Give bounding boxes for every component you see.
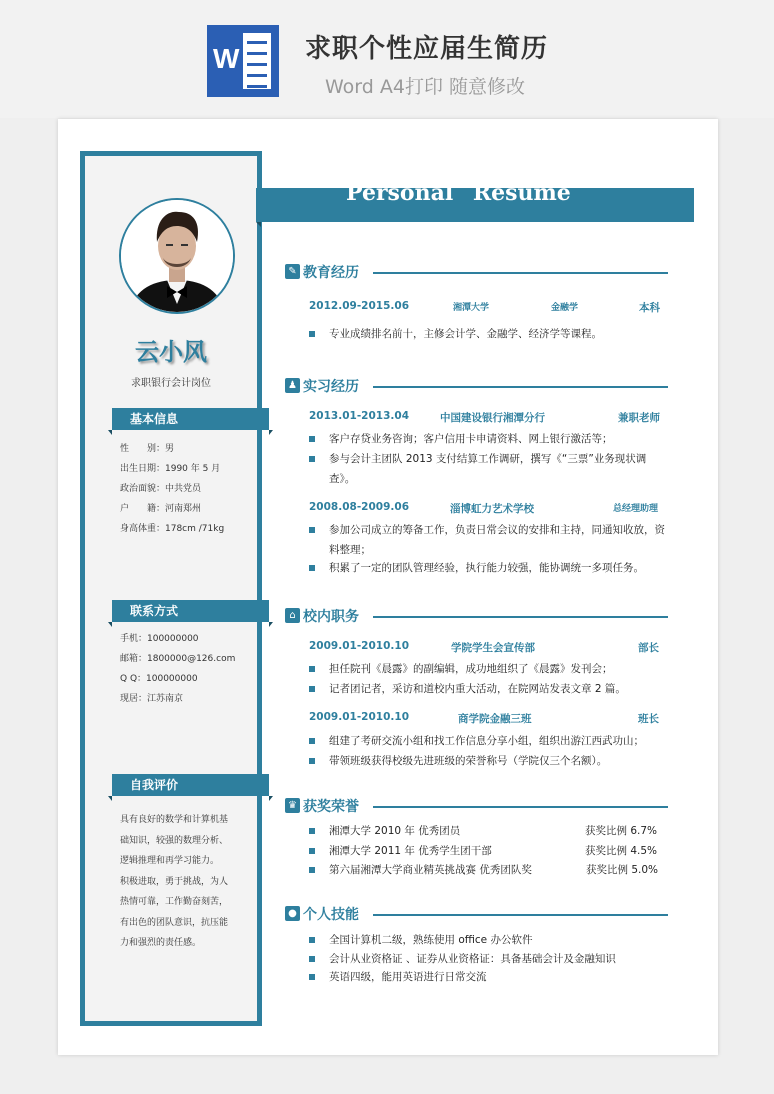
job-role: 总经理助理 xyxy=(613,504,659,514)
evaluation-line: 有出色的团队意识，抗压能 xyxy=(120,917,229,928)
job-bullet: 参加公司成立的筹备工作，负责日常会议的安排和主持，同通知收放，资料整理； xyxy=(309,520,669,560)
post-date: 2009.01-2010.10 xyxy=(309,640,410,652)
divider xyxy=(373,616,668,618)
evaluation-line: 础知识，较强的数理分析、 xyxy=(120,835,229,846)
education-bullet: 专业成绩排名前十，主修会计学、金融学、经济学等课程。 xyxy=(309,324,669,344)
internship-title: 实习经历 xyxy=(303,379,359,395)
divider xyxy=(373,806,668,808)
self-evaluation-heading: 自我评价 xyxy=(112,774,269,796)
word-icon xyxy=(207,25,279,97)
skill-bullet: 会计从业资格证 、证券从业资格证：具备基础会计及金融知识 xyxy=(309,949,669,969)
post-role: 部长 xyxy=(638,642,659,654)
job-org: 中国建设银行湘潭分行 xyxy=(440,412,545,424)
personal-resume-banner xyxy=(256,180,694,222)
basic-info-row: 政治面貌：中共党员 xyxy=(120,484,202,494)
basic-info-row: 性 别：男 xyxy=(120,444,175,454)
education-school: 湘潭大学 xyxy=(453,303,490,313)
resume-page xyxy=(58,119,718,1055)
job-bullet: 参与会计主团队 2013 支付结算工作调研，撰写《“三票”业务现状调查》。 xyxy=(309,449,669,489)
contact-email: 邮箱：1800000@126.com xyxy=(120,654,236,664)
award-ratio: 获奖比例 6.7% xyxy=(585,825,658,837)
skill-bullet: 英语四级，能用英语进行日常交流 xyxy=(309,967,669,987)
post-bullet: 带领班级获得校级先进班级的荣誉称号（学院仅三个名额）。 xyxy=(309,751,669,771)
skill-bullet: 全国计算机二级，熟练使用 office 办公软件 xyxy=(309,930,669,950)
job-date: 2008.08-2009.06 xyxy=(309,501,410,513)
evaluation-line: 逻辑推理和再学习能力。 xyxy=(120,856,220,866)
award-item xyxy=(309,841,669,861)
award-ratio: 获奖比例 4.5% xyxy=(585,845,658,857)
job-objective: 求职银行会计岗位 xyxy=(131,378,211,389)
award-item xyxy=(309,821,669,841)
education-date: 2012.09-2015.06 xyxy=(309,300,410,312)
education-title: 教育经历 xyxy=(303,265,359,281)
job-org: 淄博虹力艺术学校 xyxy=(450,503,534,515)
page-header xyxy=(0,0,774,118)
header-title: 求职个性应届生简历 xyxy=(305,34,549,64)
person-icon: ♟ xyxy=(285,378,300,393)
divider xyxy=(373,386,668,388)
trophy-icon: ♛ xyxy=(285,798,300,813)
post-bullet: 组建了考研交流小组和找工作信息分享小组，组织出游江西武功山； xyxy=(309,731,669,751)
evaluation-line: 力和强烈的责任感。 xyxy=(120,938,202,948)
contact-phone: 手机：100000000 xyxy=(120,634,199,644)
post-date: 2009.01-2010.10 xyxy=(309,711,410,723)
header-subtitle: Word A4打印 随意修改 xyxy=(325,76,526,98)
basic-info-heading: 基本信息 xyxy=(112,408,269,430)
candidate-name: 云小风 xyxy=(135,338,207,366)
award-name: 湘潭大学 2010 年 优秀团员 xyxy=(329,825,461,837)
evaluation-line: 具有良好的数学和计算机基 xyxy=(120,815,229,825)
divider xyxy=(373,272,668,274)
post-org: 商学院金融三班 xyxy=(458,713,532,725)
award-item xyxy=(309,860,669,880)
job-bullet: 客户存贷业务咨询；客户信用卡申请资料、网上银行激活等； xyxy=(309,429,669,449)
skills-title: 个人技能 xyxy=(303,907,359,923)
award-name: 第六届湘潭大学商业精英挑战赛 优秀团队奖 xyxy=(329,864,532,876)
banner-text: Personal Resume xyxy=(346,180,571,206)
word-icon-letter: W xyxy=(213,43,240,74)
evaluation-line: 积极进取，勇于挑战，为人 xyxy=(120,876,229,887)
post-role: 班长 xyxy=(638,713,659,725)
sidebar xyxy=(80,151,262,1026)
document-lines xyxy=(243,33,271,89)
basic-info-row: 户 籍：河南郑州 xyxy=(120,504,202,514)
award-name: 湘潭大学 2011 年 优秀学生团干部 xyxy=(329,845,492,857)
leaf-icon: ✎ xyxy=(285,264,300,279)
basic-info-row: 身高体重：178cm /71kg xyxy=(120,524,225,534)
house-icon: ⌂ xyxy=(285,608,300,623)
post-bullet: 记者团记者，采访和道校内重大活动，在院网站发表文章 2 篇。 xyxy=(309,679,669,699)
awards-title: 获奖荣誉 xyxy=(303,799,359,815)
education-major: 金融学 xyxy=(551,303,579,313)
divider xyxy=(373,914,668,916)
campus-title: 校内职务 xyxy=(303,609,359,625)
job-role: 兼职老师 xyxy=(618,412,660,424)
self-evaluation-text xyxy=(120,810,240,954)
post-org: 学院学生会宣传部 xyxy=(451,642,535,654)
contact-qq: Q Q：100000000 xyxy=(120,674,198,684)
contact-address: 现居：江苏南京 xyxy=(120,694,184,704)
job-bullet: 积累了一定的团队管理经验，执行能力较强，能协调统一多项任务。 xyxy=(309,558,669,578)
award-ratio: 获奖比例 5.0% xyxy=(586,864,659,876)
contact-heading: 联系方式 xyxy=(112,600,269,622)
post-bullet: 担任院刊《晨露》的副编辑，成功地组织了《晨露》发刊会； xyxy=(309,659,669,679)
basic-info-row: 出生日期：1990 年 5 月 xyxy=(120,464,221,474)
contact-list xyxy=(120,629,235,709)
education-degree: 本科 xyxy=(639,302,660,314)
avatar xyxy=(119,198,235,314)
basic-info-list xyxy=(120,439,224,539)
evaluation-line: 热情可靠，工作勤奋刻苦， xyxy=(120,897,229,907)
job-date: 2013.01-2013.04 xyxy=(309,410,410,422)
user-icon: ● xyxy=(285,906,300,921)
